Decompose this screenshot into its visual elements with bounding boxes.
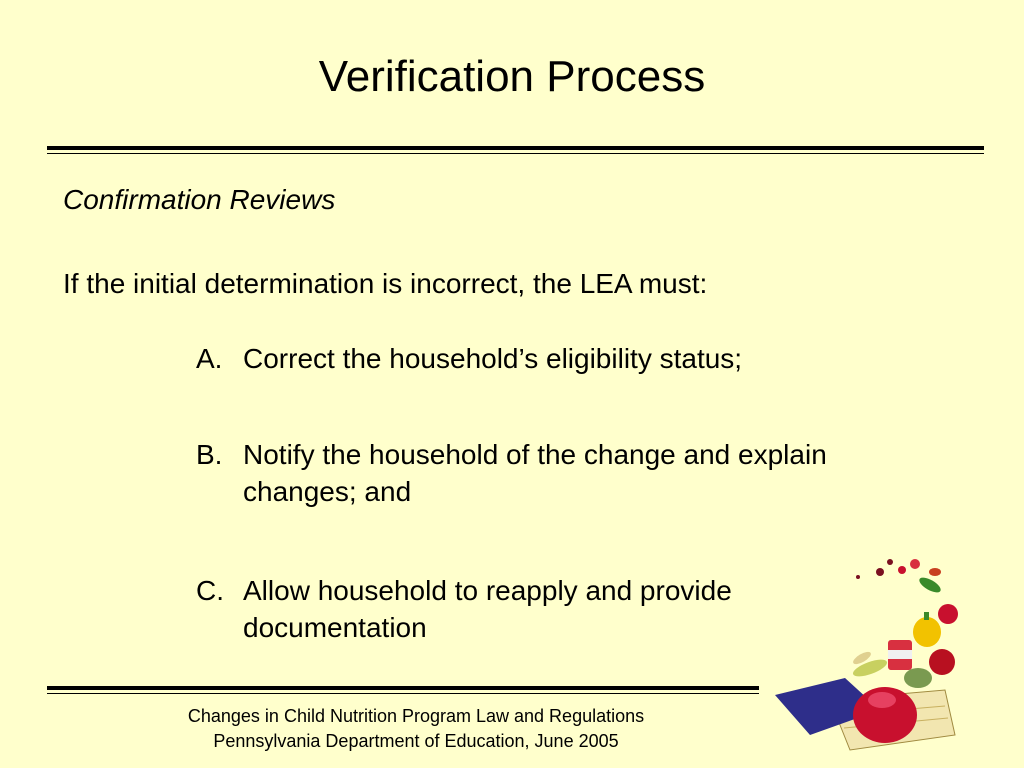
list-item-letter: A.	[196, 343, 223, 374]
footer-line-department: Pennsylvania Department of Education, June 2005	[213, 731, 619, 751]
footer	[110, 704, 722, 754]
slide-title: Verification Process	[318, 52, 706, 101]
bottom-divider	[47, 686, 759, 694]
list-item-letter: C.	[196, 575, 224, 606]
list-item	[196, 340, 876, 377]
top-divider	[47, 146, 984, 154]
list-item-text: Allow household to reapply and provide documentation	[243, 575, 732, 643]
list-item-letter: B.	[196, 439, 223, 470]
list-item-text: Correct the household’s eligibility status;	[243, 343, 743, 374]
list-item	[196, 436, 876, 510]
intro-text: If the initial determination is incorrect, the LEA must:	[63, 268, 708, 299]
list-item-text: Notify the household of the change and explain changes; and	[243, 439, 827, 507]
footer-line-program: Changes in Child Nutrition Program Law and Regulations	[187, 706, 645, 726]
section-subtitle: Confirmation Reviews	[63, 184, 336, 215]
book-with-fruits-and-vegetables-icon	[770, 550, 970, 760]
